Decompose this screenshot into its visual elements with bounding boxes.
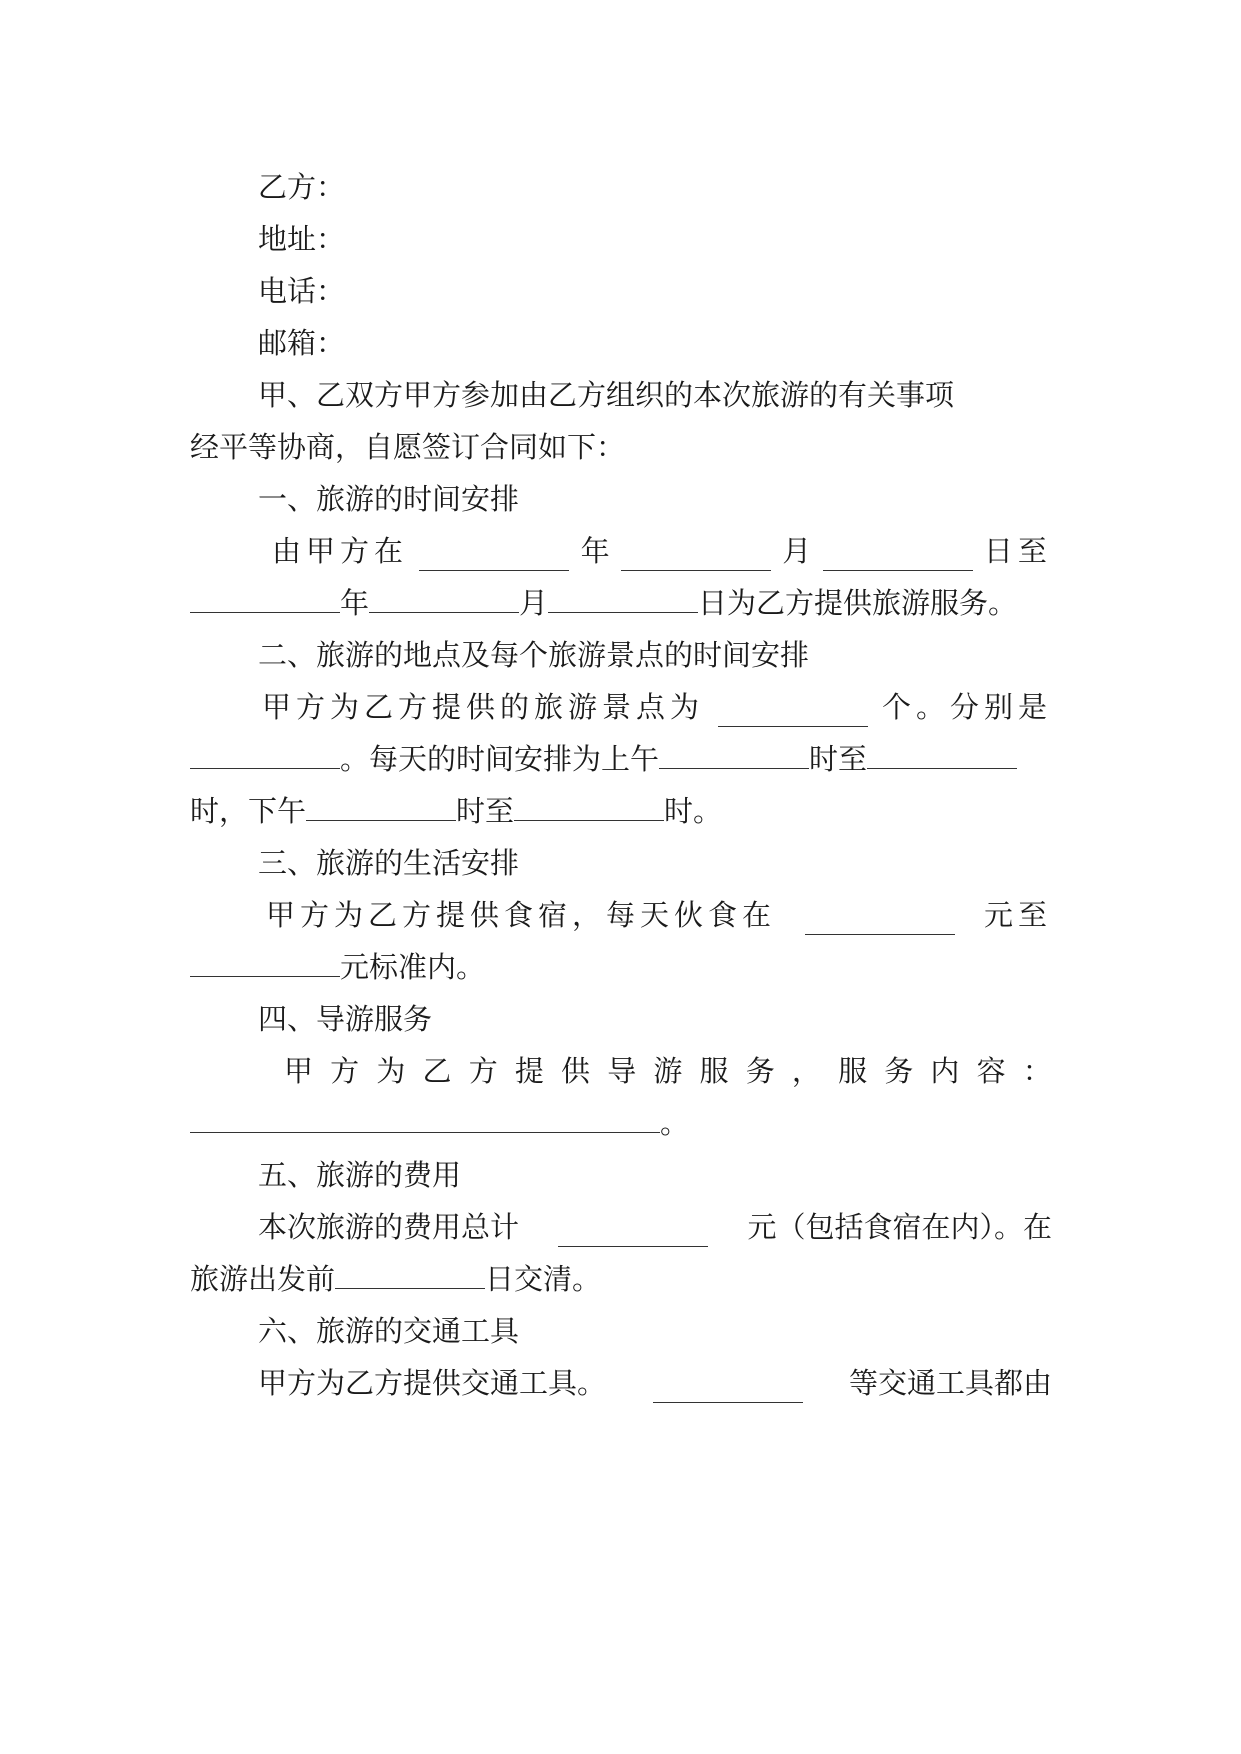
section-2-line-3: 时，下午 时至 时。 bbox=[190, 794, 723, 828]
end-year-blank bbox=[190, 586, 340, 613]
section-6-title: 六、旅游的交通工具 bbox=[258, 1314, 520, 1348]
start-day-blank bbox=[823, 544, 973, 571]
party-b-label: 乙方： bbox=[258, 170, 346, 204]
guide-content-blank bbox=[190, 1106, 660, 1133]
start-year-blank bbox=[419, 544, 569, 571]
section-6-line-1: 甲方为乙方提供交通工具。 等交通工具都由 bbox=[258, 1363, 1052, 1403]
am-start-blank bbox=[659, 742, 809, 769]
section-5-title: 五、旅游的费用 bbox=[258, 1158, 462, 1192]
intro-line-2: 经平等协商，自愿签订合同如下： bbox=[190, 430, 626, 464]
pm-start-blank bbox=[306, 794, 456, 821]
section-5-line-2: 旅游出发前 日交清。 bbox=[190, 1262, 602, 1296]
section-2-title: 二、旅游的地点及每个旅游景点的时间安排 bbox=[258, 638, 810, 672]
section-3-line-1: 甲方为乙方提供食宿，每天伙食在 元至 bbox=[266, 895, 1052, 935]
section-4-title: 四、导游服务 bbox=[258, 1002, 433, 1036]
section-3-line-2: 元标准内。 bbox=[190, 947, 485, 987]
email-label: 邮箱： bbox=[258, 326, 346, 360]
spots-blank bbox=[190, 742, 340, 769]
section-1-title: 一、旅游的时间安排 bbox=[258, 482, 520, 516]
meal-min-blank bbox=[805, 908, 955, 935]
section-3-title: 三、旅游的生活安排 bbox=[258, 846, 520, 880]
am-end-blank bbox=[867, 742, 1017, 769]
start-month-blank bbox=[621, 544, 771, 571]
meal-max-blank bbox=[190, 950, 340, 977]
end-day-blank bbox=[548, 586, 698, 613]
section-2-line-1: 甲方为乙方提供的旅游景点为 个。分别是 bbox=[262, 687, 1052, 727]
phone-label: 电话： bbox=[258, 274, 346, 308]
intro-line-1: 甲、乙双方甲方参加由乙方组织的本次旅游的有关事项 bbox=[258, 378, 955, 412]
address-label: 地址： bbox=[258, 222, 346, 256]
section-1-line-1: 由甲方在 年 月 日至 bbox=[272, 531, 1052, 571]
end-month-blank bbox=[369, 586, 519, 613]
transport-blank bbox=[653, 1376, 803, 1403]
section-1-line-2: 年 月 日为乙方提供旅游服务。 bbox=[190, 583, 1017, 623]
spot-count-blank bbox=[718, 700, 868, 727]
total-fee-blank bbox=[558, 1220, 708, 1247]
section-5-line-1: 本次旅游的费用总计 元（包括食宿在内）。在 bbox=[258, 1207, 1052, 1247]
section-4-line-2: 。 bbox=[190, 1103, 689, 1143]
section-2-line-2: 。每天的时间安排为上午 时至 bbox=[190, 739, 1017, 779]
payment-day-blank bbox=[335, 1262, 485, 1289]
section-4-line-1: 甲 方 为 乙 方 提 供 导 游 服 务 ， 服 务 内 容 ： bbox=[284, 1054, 1052, 1088]
pm-end-blank bbox=[514, 794, 664, 821]
